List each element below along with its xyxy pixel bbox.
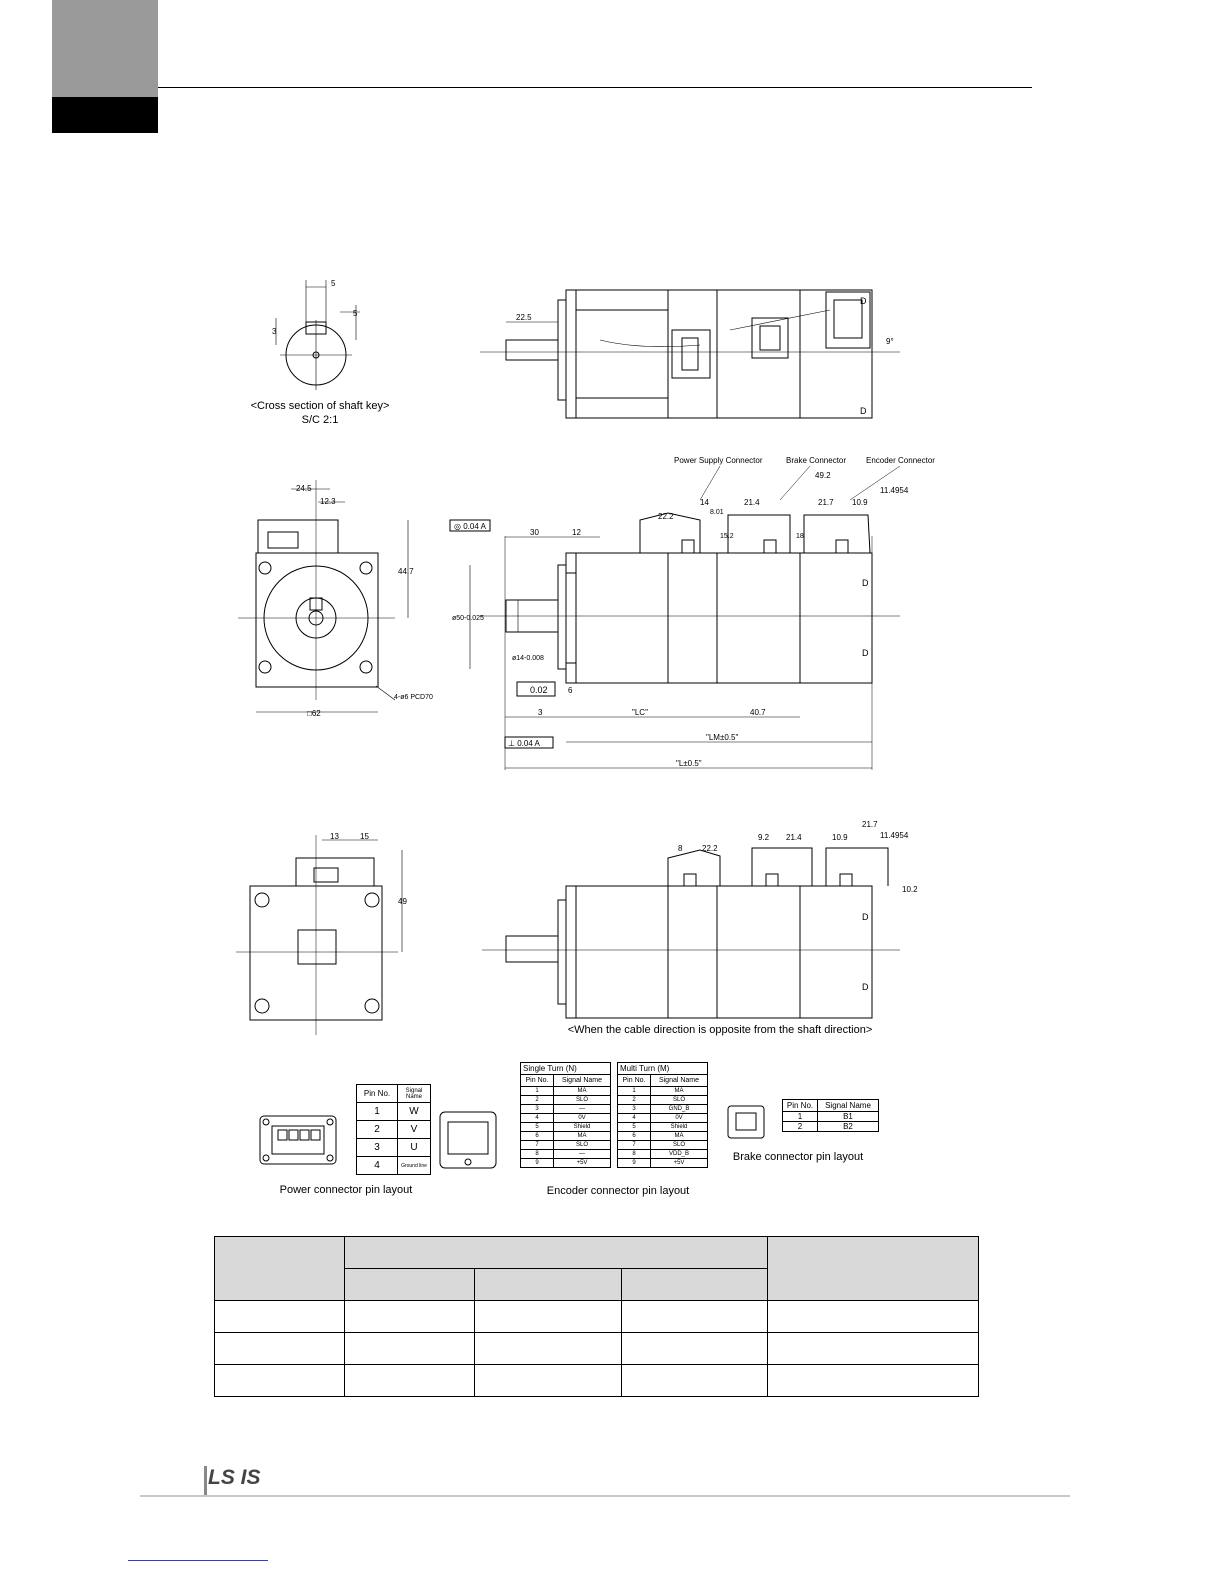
svg-text:10.2: 10.2 [902, 885, 918, 894]
svg-text:49: 49 [398, 897, 407, 906]
svg-text:15.2: 15.2 [720, 533, 734, 540]
motor-top-view [480, 290, 900, 418]
svg-text:"LC": "LC" [632, 708, 648, 717]
svg-text:9°: 9° [886, 337, 894, 346]
motor-front-view [238, 480, 433, 718]
svg-text:15: 15 [360, 832, 369, 841]
table-row [215, 1365, 979, 1397]
logo-divider [204, 1466, 207, 1496]
spec-header-cell [344, 1237, 767, 1269]
svg-text:D: D [860, 406, 867, 416]
svg-text:30: 30 [530, 528, 539, 537]
footer-rule [140, 1495, 1070, 1497]
svg-text:3: 3 [538, 708, 543, 717]
svg-text:D: D [862, 648, 869, 658]
brake-pin-table: Pin No. Signal Name 1 B1 2 B2 [782, 1099, 879, 1132]
shaft-key-section [272, 279, 360, 390]
encoder-single-turn-table: Single Turn (N) Pin No. Signal Name 1 MA 2 SLO 3 — 4 0V 5 Shield 6 MA 7 SLO 8 — 9 +5V [520, 1062, 611, 1168]
svg-text:21.7: 21.7 [818, 498, 834, 507]
svg-text:"L±0.5": "L±0.5" [676, 759, 702, 768]
svg-text:10.9: 10.9 [832, 833, 848, 842]
svg-text:40.7: 40.7 [750, 708, 766, 717]
brake-pin-caption: Brake connector pin layout [732, 1151, 864, 1163]
svg-text:Brake Connector: Brake Connector [786, 456, 847, 465]
svg-text:5: 5 [331, 279, 336, 288]
svg-text:22.2: 22.2 [702, 844, 718, 853]
svg-text:D: D [862, 578, 869, 588]
spec-header-cell [768, 1237, 979, 1301]
svg-text:22.5: 22.5 [516, 313, 532, 322]
svg-text:22.2: 22.2 [658, 512, 674, 521]
svg-text:"LM±0.5": "LM±0.5" [706, 733, 739, 742]
motor-front-view-opposite [236, 832, 407, 1035]
svg-text:9.2: 9.2 [758, 833, 770, 842]
svg-text:D: D [862, 982, 869, 992]
svg-text:12: 12 [572, 528, 581, 537]
scale-note: S/C 2:1 [301, 414, 339, 426]
spec-table [214, 1236, 979, 1397]
svg-text:11.4954: 11.4954 [880, 831, 909, 840]
svg-text:21.4: 21.4 [744, 498, 760, 507]
svg-text:□62: □62 [307, 709, 321, 718]
svg-text:21.4: 21.4 [786, 833, 802, 842]
svg-text:Power Supply Connector: Power Supply Connector [674, 456, 763, 465]
encoder-pin-caption: Encoder connector pin layout [546, 1185, 690, 1197]
svg-text:Encoder Connector: Encoder Connector [866, 456, 935, 465]
svg-text:ø14-0.008: ø14-0.008 [512, 655, 544, 662]
svg-text:10.9: 10.9 [852, 498, 868, 507]
svg-text:14: 14 [700, 498, 709, 507]
spec-header-cell [344, 1269, 474, 1301]
brake-connector-face [728, 1106, 764, 1138]
spec-header-cell [215, 1237, 345, 1301]
svg-text:11.4954: 11.4954 [880, 486, 909, 495]
company-logo: LS IS [208, 1466, 261, 1489]
svg-text:◎ 0.04 A: ◎ 0.04 A [454, 522, 486, 531]
encoder-connector-face [440, 1112, 496, 1168]
encoder-multi-turn-table: Multi Turn (M) Pin No. Signal Name 1 MA 2 SLO 3 GND_B 4 0V 5 Shield 6 MA 7 SLO 8 VDD_B 9 +5V [617, 1062, 708, 1168]
spec-header-cell [474, 1269, 622, 1301]
svg-text:21.7: 21.7 [862, 820, 878, 829]
svg-text:8: 8 [678, 844, 683, 853]
svg-text:5: 5 [353, 309, 358, 318]
svg-text:ø50-0.025: ø50-0.025 [452, 615, 484, 622]
svg-text:D: D [860, 296, 867, 306]
power-pin-caption: Power connector pin layout [279, 1184, 413, 1196]
svg-text:18: 18 [796, 533, 804, 540]
footer-link-underline[interactable] [128, 1560, 268, 1561]
shaft-key-caption: <Cross section of shaft key> [250, 400, 390, 412]
power-connector-face [260, 1116, 336, 1164]
opposite-direction-caption: <When the cable direction is opposite from the shaft direction> [567, 1024, 873, 1036]
svg-text:13: 13 [330, 832, 339, 841]
svg-text:8.01: 8.01 [710, 509, 724, 516]
svg-text:D: D [862, 912, 869, 922]
power-pin-table: Pin No. Signal Name 1 W 2 V 3 U 4 Ground line [356, 1084, 431, 1175]
table-row [215, 1333, 979, 1365]
svg-text:12.3: 12.3 [320, 497, 336, 506]
svg-text:3: 3 [272, 327, 277, 336]
svg-text:6: 6 [568, 686, 573, 695]
table-row [215, 1301, 979, 1333]
svg-text:⊥ 0.04 A: ⊥ 0.04 A [508, 739, 540, 748]
motor-side-view-opposite [482, 820, 918, 1018]
svg-text:24.5: 24.5 [296, 484, 312, 493]
motor-side-view [450, 456, 935, 770]
svg-text:4-ø6 PCD70: 4-ø6 PCD70 [394, 694, 433, 701]
svg-text:0.02: 0.02 [530, 685, 548, 695]
spec-header-cell [622, 1269, 768, 1301]
svg-text:44.7: 44.7 [398, 567, 414, 576]
svg-text:49.2: 49.2 [815, 471, 831, 480]
